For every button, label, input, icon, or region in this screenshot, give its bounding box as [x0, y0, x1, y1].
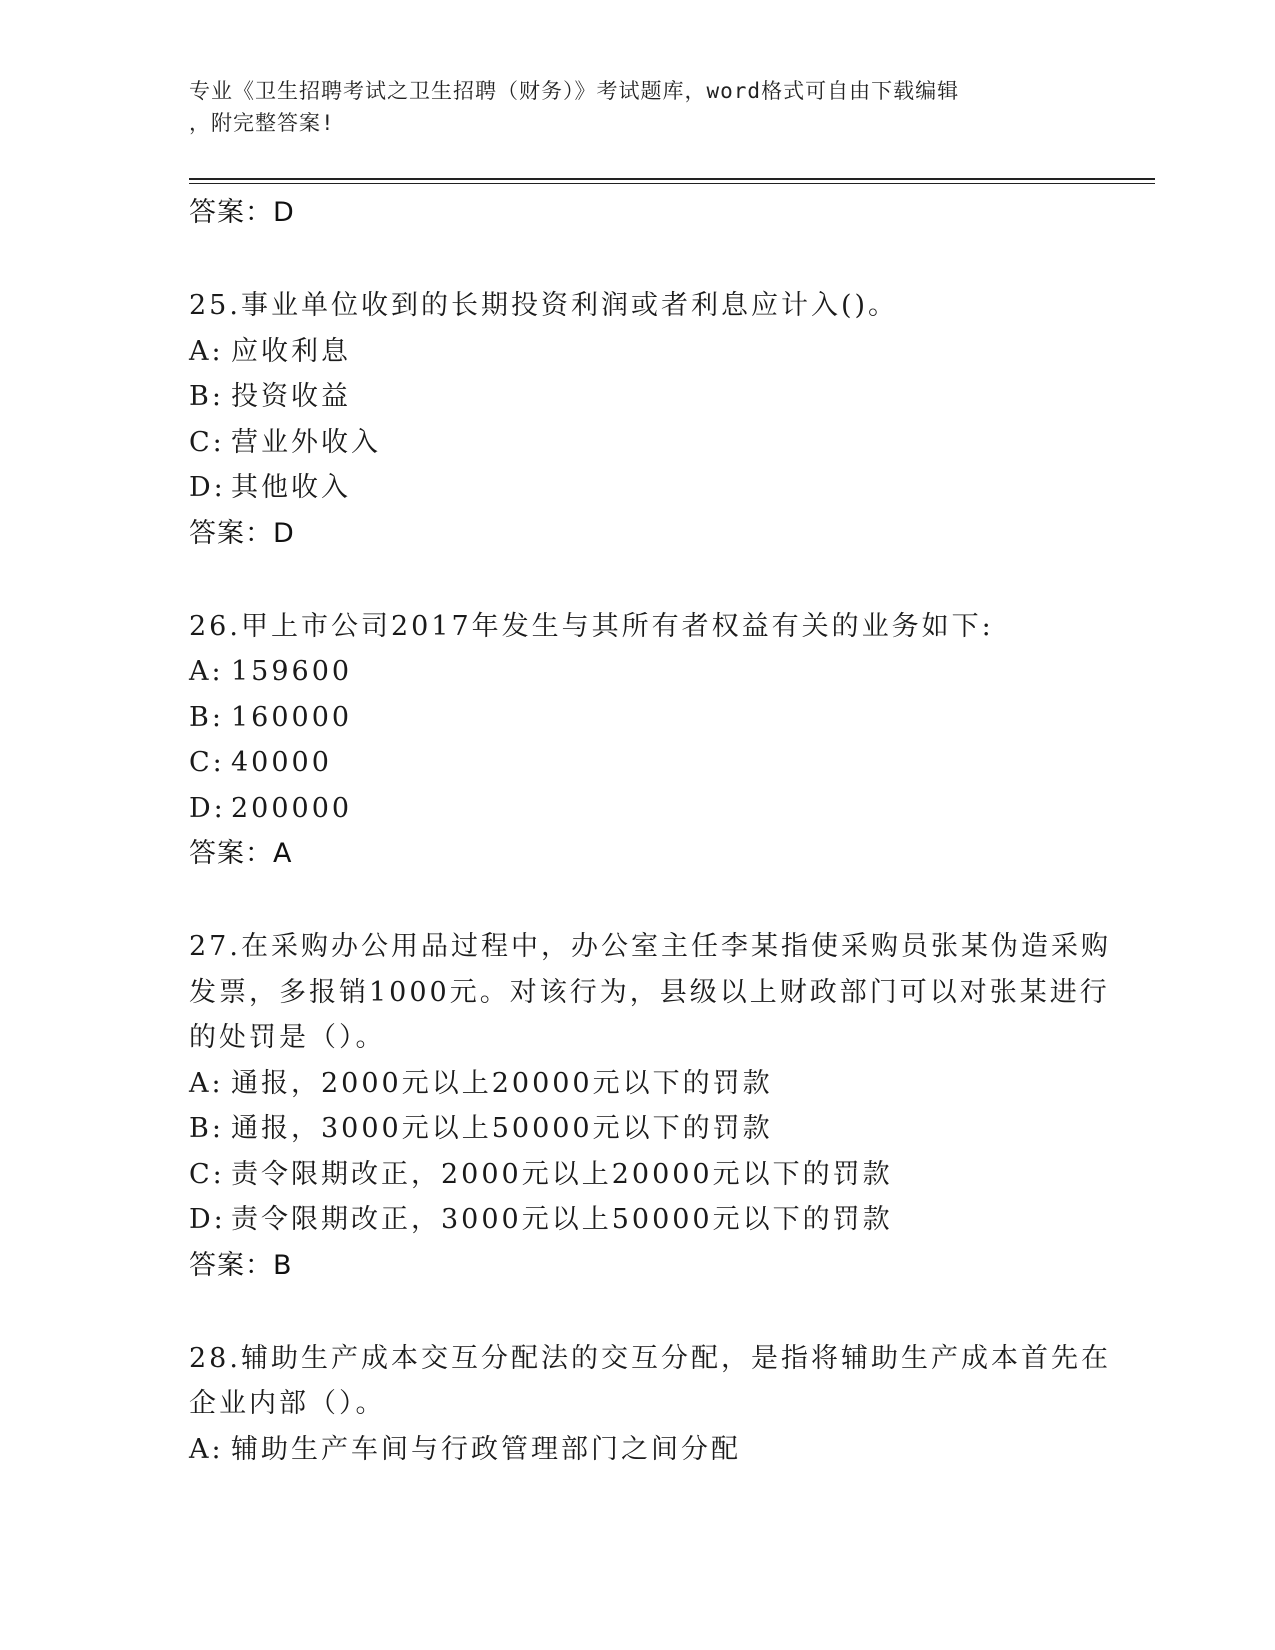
question-stem: 25.事业单位收到的长期投资利润或者利息应计入()。: [189, 290, 899, 321]
question-stem-line-2: 企业内部（）。: [189, 1388, 386, 1419]
option-b: [189, 695, 1089, 741]
option-text: 责令限期改正，3000元以上50000元以下的罚款: [231, 1204, 893, 1235]
question-stem-line-1: 28.辅助生产成本交互分配法的交互分配，是指将辅助生产成本首先在: [189, 1342, 1111, 1374]
answer: 答案：B: [189, 1249, 293, 1281]
option-text: 投资收益: [231, 381, 351, 412]
option-b: [189, 1106, 1089, 1152]
option-key: A:: [189, 656, 224, 687]
question-list: [189, 190, 1111, 1472]
header-line-1: 专业《卫生招聘考试之卫生招聘（财务）》考试题库，word格式可自由下载编辑: [189, 79, 960, 103]
header-line-2: ，附完整答案!: [189, 111, 335, 135]
option-d: [189, 1197, 1089, 1243]
option-key: C:: [189, 1158, 225, 1190]
option-a: [189, 649, 1089, 695]
option-c: [189, 420, 1089, 466]
option-text: 应收利息: [231, 335, 351, 367]
answer: 答案：A: [189, 838, 293, 869]
option-key: B:: [189, 381, 224, 412]
option-key: A:: [189, 1433, 224, 1465]
option-c: [189, 740, 1089, 786]
option-d: [189, 786, 1089, 832]
option-key: C:: [189, 747, 225, 778]
option-key: C:: [189, 426, 225, 458]
option-text: 责令限期改正，2000元以上20000元以下的罚款: [231, 1158, 893, 1190]
option-key: D:: [189, 472, 226, 503]
option-text: 辅助生产车间与行政管理部门之间分配: [231, 1433, 741, 1465]
question-28: [189, 1336, 1111, 1473]
option-key: B:: [189, 701, 224, 733]
option-a: [189, 1427, 1089, 1473]
option-text: 通报，2000元以上20000元以下的罚款: [231, 1067, 773, 1099]
option-d: [189, 465, 1089, 511]
option-text: 通报，3000元以上50000元以下的罚款: [231, 1113, 773, 1144]
question-27: [189, 924, 1111, 1289]
question-stem: 26.甲上市公司2017年发生与其所有者权益有关的业务如下:: [189, 610, 994, 642]
header-divider-thick: [189, 178, 1155, 180]
question-stem-line-1: 27.在采购办公用品过程中，办公室主任李某指使采购员张某伪造采购: [189, 931, 1111, 962]
option-a: [189, 329, 1089, 375]
option-text: 159600: [231, 656, 353, 687]
option-key: A:: [189, 1067, 224, 1099]
option-text: 营业外收入: [231, 426, 381, 458]
question-26: [189, 604, 1089, 878]
answer: 答案：D: [189, 517, 295, 549]
header-divider-thin: [189, 183, 1155, 184]
question-stem-line-2: 发票，多报销1000元。对该行为，县级以上财政部门可以对张某进行: [189, 976, 1110, 1008]
option-text: 40000: [231, 747, 332, 778]
option-a: [189, 1061, 1089, 1107]
option-text: 160000: [231, 701, 353, 733]
previous-answer: 答案：D: [189, 197, 295, 228]
document-header: [189, 75, 1089, 139]
question-25: [189, 283, 1089, 557]
option-key: A:: [189, 335, 224, 367]
option-text: 其他收入: [231, 472, 351, 503]
option-c: [189, 1152, 1089, 1198]
option-key: D:: [189, 792, 226, 824]
option-key: D:: [189, 1204, 226, 1235]
option-b: [189, 374, 1089, 420]
option-text: 200000: [231, 792, 353, 824]
question-stem-line-3: 的处罚是（）。: [189, 1022, 386, 1053]
option-key: B:: [189, 1113, 224, 1144]
